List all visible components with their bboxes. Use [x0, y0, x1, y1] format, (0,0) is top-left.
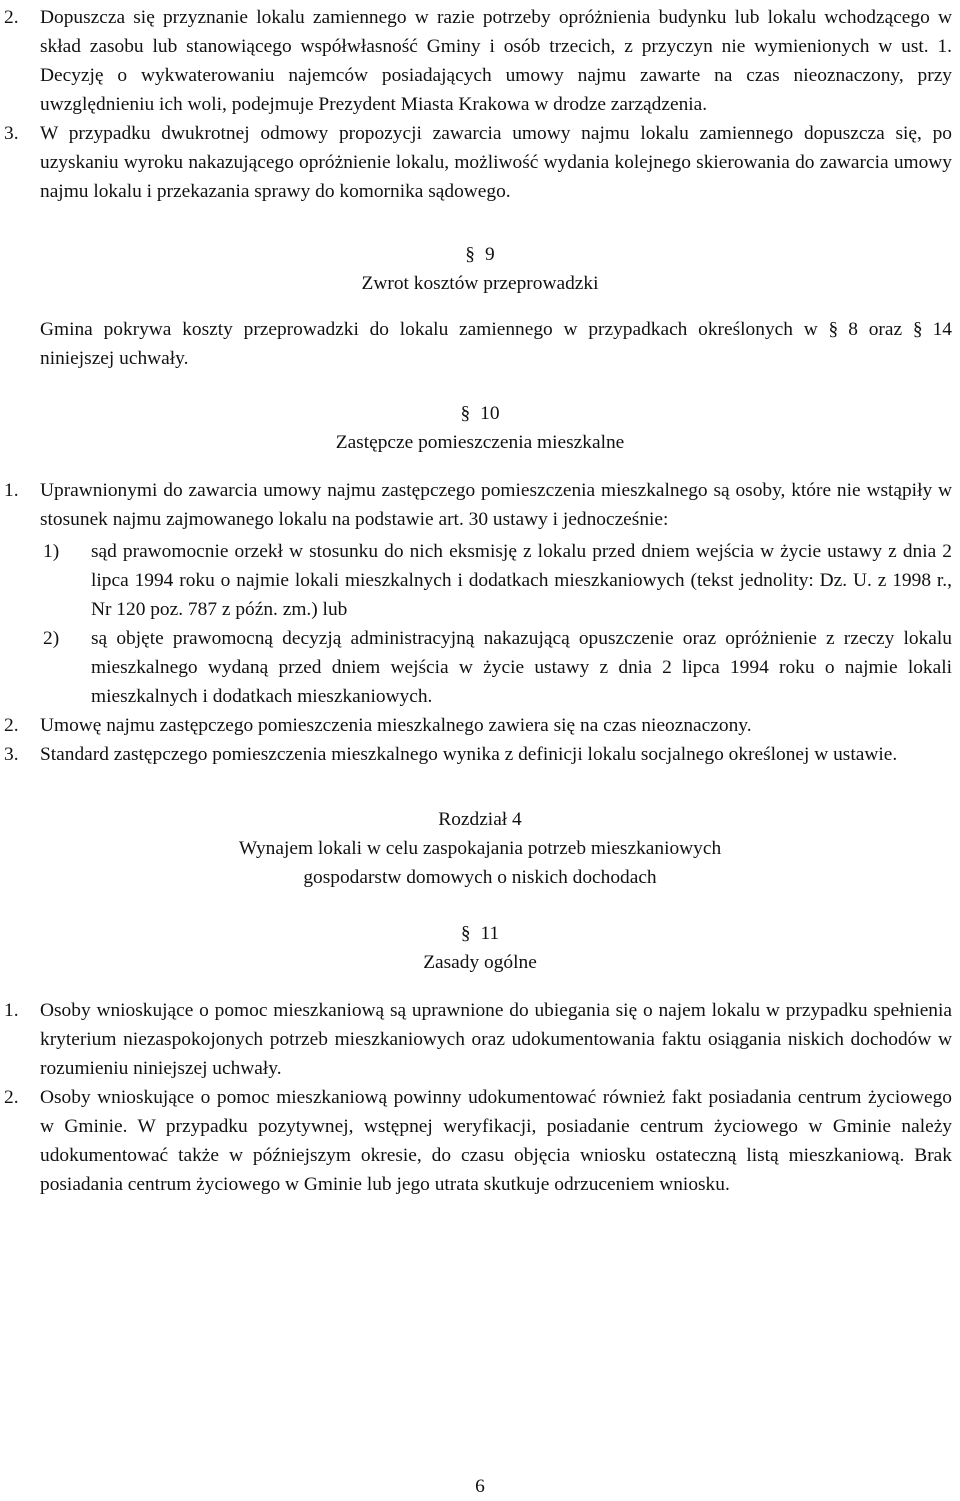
- paragraph-text: Dopuszcza się przyznanie lokalu zamiennego w razie potrzeby opróżnienia budynku lub lokalu wchodzącego w skład zasobu lub stanowiącego współwłasność Gminy i osób trzecich, z przyczyn nie wymienionych w ust. 1. Decyzję o wykwaterowaniu najemców posiadających umowy najmu zawarte na czas nieoznaczony, przy uwzględnieniu ich woli, podejmuje Prezydent Miasta Krakowa w drodze zarządzenia.: [40, 7, 952, 115]
- section-9-title: Zwrot kosztów przeprowadzki: [361, 273, 599, 294]
- subitem-number: 1): [43, 541, 60, 562]
- subitem-text: sąd prawomocnie orzekł w stosunku do nich eksmisję z lokalu przed dniem wejścia w życie ustawy z dnia 2 lipca 1994 roku o najmie lokali mieszkalnych i dodatkach mieszkaniowych (tekst jednolity: Dz. U. z 1998 r., Nr 120 poz. 787 z późn. zm.) lub: [91, 541, 952, 620]
- chapter-4-label: Rozdział 4: [438, 809, 522, 830]
- paragraph-text: Umowę najmu zastępczego pomieszczenia mieszkalnego zawiera się na czas nieoznaczony.: [40, 715, 752, 736]
- paragraph-text: W przypadku dwukrotnej odmowy propozycji zawarcia umowy najmu lokalu zamiennego dopuszcza się, po uzyskaniu wyroku nakazującego opróżnienie lokalu, możliwość wydania kolejnego skierowania do zawarcia umowy najmu lokalu i przekazania sprawy do komornika sądowego.: [40, 123, 952, 202]
- paragraph-text: Standard zastępczego pomieszczenia mieszkalnego wynika z definicji lokalu socjalnego określonej w ustawie.: [40, 744, 898, 765]
- paragraph-text: Uprawnionymi do zawarcia umowy najmu zastępczego pomieszczenia mieszkalnego są osoby, które nie wstąpiły w stosunek najmu zajmowanego lokalu na podstawie art. 30 ustawy i jednocześnie:: [40, 480, 952, 530]
- paragraph-number: 2.: [4, 1087, 19, 1108]
- section-10-item-3: [0, 740, 960, 769]
- paragraph-number: 2.: [4, 715, 19, 736]
- paragraph-3: [0, 119, 960, 206]
- section-11-title: Zasady ogólne: [423, 952, 537, 973]
- section-10-item-2: [0, 711, 960, 740]
- section-number: 11: [480, 923, 500, 944]
- paragraph-text: Osoby wnioskujące o pomoc mieszkaniową powinny udokumentować również fakt posiadania centrum życiowego w Gminie. W przypadku pozytywnej, wstępnej weryfikacji, posiadanie centrum życiowego w Gminie należy udokumentować także w późniejszym okresie, do czasu objęcia wniosku ostateczną listą mieszkaniową. Brak posiadania centrum życiowego w Gminie lub jego utrata skutkuje odrzuceniem wniosku.: [40, 1087, 952, 1195]
- chapter-4-title-line-1: Wynajem lokali w celu zaspokajania potrzeb mieszkaniowych: [238, 838, 722, 859]
- section-11-item-1: [0, 996, 960, 1083]
- paragraph-number: 3.: [4, 123, 19, 144]
- section-number: 10: [480, 403, 500, 424]
- section-10-title: Zastępcze pomieszczenia mieszkalne: [335, 432, 625, 453]
- section-10-item-1: [0, 476, 960, 534]
- section-9-body: Gmina pokrywa koszty przeprowadzki do lokalu zamiennego w przypadkach określonych w § 8 oraz § 14 niniejszej uchwały.: [0, 315, 960, 373]
- section-10-heading: [0, 399, 960, 428]
- section-11-heading: [0, 919, 960, 948]
- section-sign: §: [828, 319, 839, 340]
- subitem-number: 2): [43, 628, 60, 649]
- paragraph-number: 3.: [4, 744, 19, 765]
- page-number: 6: [475, 1476, 485, 1497]
- section-sign: §: [912, 319, 923, 340]
- section-10-subitem-1: [0, 537, 960, 624]
- paragraph-2: [0, 3, 960, 119]
- chapter-4-title-line-2: gospodarstw domowych o niskich dochodach: [303, 867, 657, 888]
- section-10-subitem-2: [0, 624, 960, 711]
- section-11-item-2: [0, 1083, 960, 1199]
- section-9-heading: [0, 240, 960, 269]
- section-sign: §: [465, 244, 475, 265]
- paragraph-number: 2.: [4, 7, 19, 28]
- section-number: 9: [485, 244, 495, 265]
- section-sign: §: [460, 923, 471, 944]
- paragraph-number: 1.: [4, 480, 19, 501]
- paragraph-number: 1.: [4, 1000, 19, 1021]
- section-sign: §: [460, 403, 471, 424]
- paragraph-text: Osoby wnioskujące o pomoc mieszkaniową są uprawnione do ubiegania się o najem lokalu w przypadku spełnienia kryterium niezaspokojonych potrzeb mieszkaniowych oraz udokumentowania faktu osiągania niskich dochodów w rozumieniu niniejszej uchwały.: [40, 1000, 952, 1079]
- subitem-text: są objęte prawomocną decyzją administracyjną nakazującą opuszczenie oraz opróżnienie z rzeczy lokalu mieszkalnego wydaną przed dniem wejścia w życie ustawy z dnia 2 lipca 1994 roku o najmie lokali mieszkalnych i dodatkach mieszkaniowych.: [91, 628, 952, 707]
